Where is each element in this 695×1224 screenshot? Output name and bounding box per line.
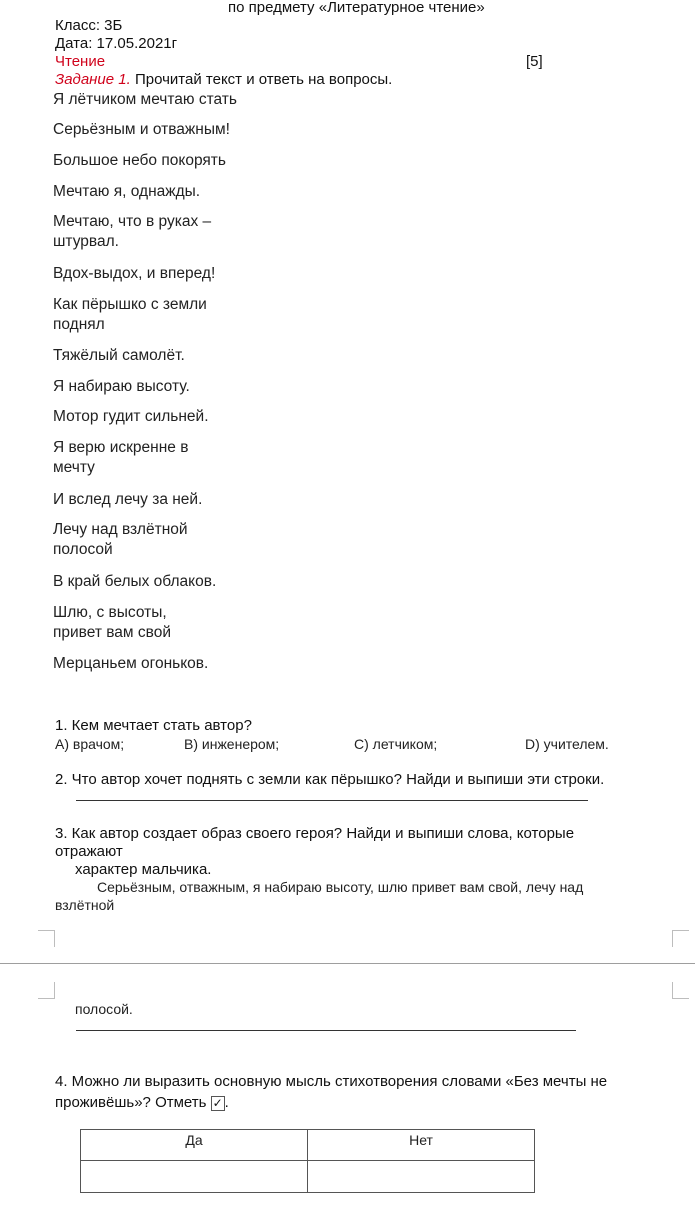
answer-text-q3: Серьёзным, отважным, я набираю высоту, шлю привет вам свой, лечу над (97, 879, 584, 895)
poem-line: Тяжёлый самолёт. (53, 347, 185, 364)
section-title: Чтение (55, 53, 106, 70)
class-label: Класс: 3Б (55, 17, 123, 34)
date-label: Дата: 17.05.2021г (55, 35, 178, 52)
option-a: A) врачом; (55, 736, 125, 752)
score-badge: [5] (526, 53, 543, 70)
poem-line: Я лётчиком мечтаю стать (53, 91, 237, 108)
poem-line: Мечтаю я, однажды. (53, 183, 201, 200)
answer-text-q3-cont: полосой. (75, 1001, 133, 1017)
poem-line: Серьёзным и отважным! (53, 121, 230, 138)
poem-line: Мерцаньем огоньков. (53, 655, 209, 672)
answer-line-q2 (76, 800, 588, 801)
question-3-line1: 3. Как автор создает образ своего героя? Найди и выпиши слова, которые (55, 825, 575, 842)
page-corner-mark (38, 982, 55, 999)
question-4-line1: 4. Можно ли выразить основную мысль стихотворения словами «Без мечты не (55, 1073, 608, 1090)
answer-check-no[interactable] (308, 1161, 535, 1193)
question-1: 1. Кем мечтает стать автор? (55, 717, 252, 734)
poem-line: Я набираю высоту. (53, 378, 190, 395)
poem-line: Мотор гудит сильней. (53, 408, 209, 425)
page-corner-mark (672, 930, 689, 947)
option-d: D) учителем. (525, 736, 609, 752)
question-3-line3: характер мальчика. (75, 861, 212, 878)
subject-line: по предмету «Литературное чтение» (228, 0, 485, 16)
answer-table (80, 1129, 535, 1193)
poem-line: Лечу над взлётной полосой (53, 521, 188, 558)
poem-line: И вслед лечу за ней. (53, 491, 203, 508)
question-2: 2. Что автор хочет поднять с земли как пёрышко? Найди и выпиши эти строки. (55, 771, 605, 788)
poem-line: Я верю искренне в мечту (53, 439, 189, 476)
poem-line: В край белых облаков. (53, 573, 217, 590)
option-c: C) летчиком; (354, 736, 438, 752)
answer-line-q3 (76, 1030, 576, 1031)
poem-line: Большое небо покорять (53, 152, 226, 169)
answer-check-yes[interactable] (81, 1161, 308, 1193)
answer-text-q3-wrap: взлётной (55, 897, 115, 913)
question-4-text: проживёшь»? Отметь (55, 1094, 211, 1111)
poem-line: Как пёрышко с земли поднял (53, 296, 207, 333)
question-4-end: . (224, 1094, 229, 1111)
page-corner-mark (38, 930, 55, 947)
check-mark-icon: ✓ (212, 1096, 223, 1110)
page-corner-mark (672, 982, 689, 999)
question-3-line2: отражают (55, 843, 123, 860)
option-b: B) инженером; (184, 736, 280, 752)
page-break-line (0, 963, 695, 964)
poem-line: Вдох-выдох, и вперед! (53, 265, 216, 282)
poem-line: Мечтаю, что в руках – штурвал. (53, 213, 212, 250)
answer-cell-yes: Да (81, 1130, 308, 1161)
question-4-line2 (55, 1093, 229, 1112)
answer-cell-no: Нет (308, 1130, 535, 1161)
task-text: Прочитай текст и ответь на вопросы. (130, 71, 393, 88)
task-heading (55, 70, 392, 90)
poem-line: Шлю, с высоты, привет вам свой (53, 604, 171, 641)
task-label: Задание 1. (55, 71, 131, 88)
